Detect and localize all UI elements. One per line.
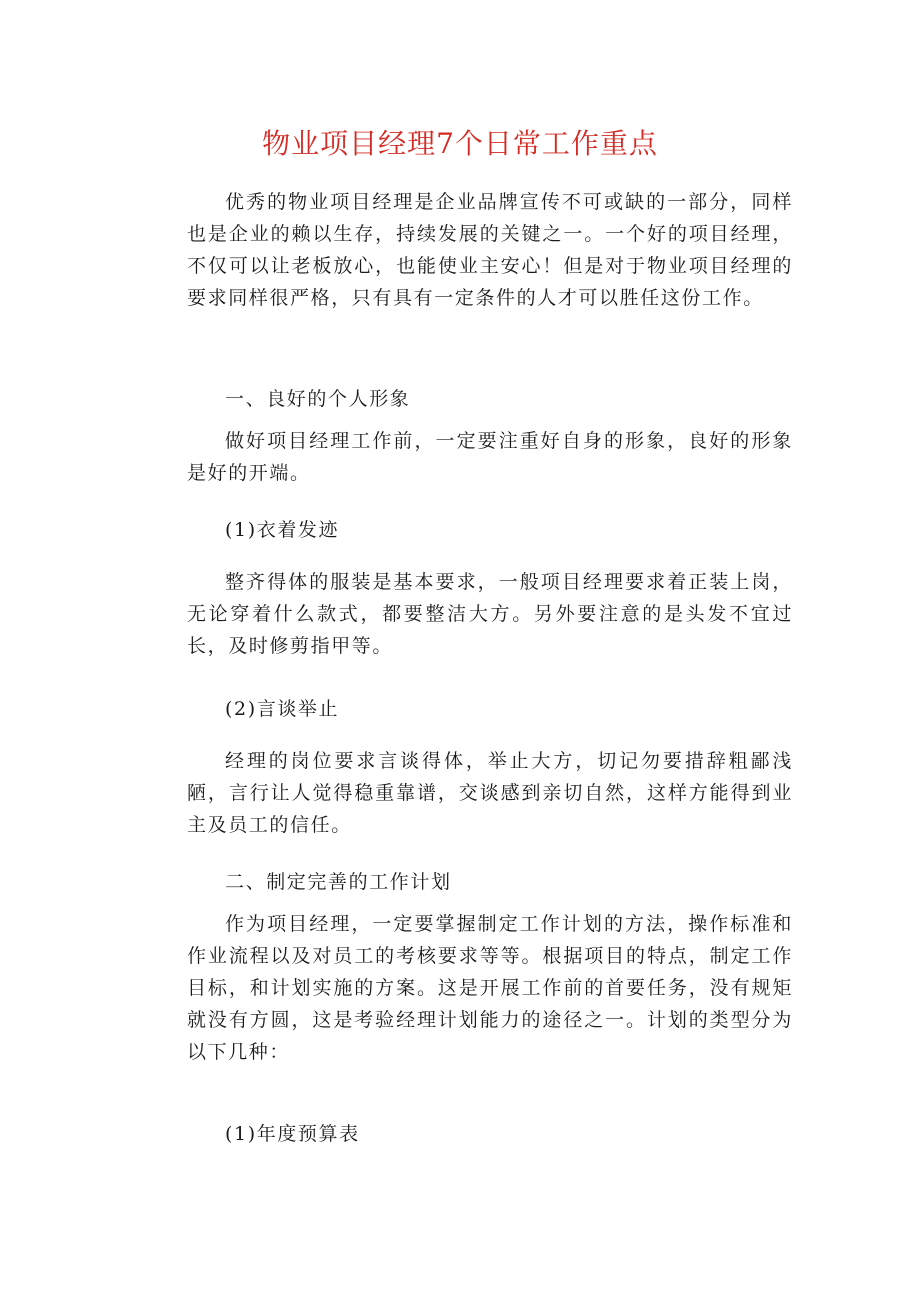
section-heading-1: 一、良好的个人形象 [225, 388, 411, 410]
section-heading-2: 二、制定完善的工作计划 [225, 871, 452, 893]
section-2-paragraph: 作为项目经理，一定要掌握制定工作计划的方法，操作标准和作业流程以及对员工的考核要求等等。根据项目的特点，制定工作目标，和计划实施的方案。这是开展工作前的首要任务，没有规矩就没有方圆，这是考验经理计划能力的途径之一。计划的类型分为以下几种： [187, 913, 793, 1063]
subheading-1-2-paragraph: 经理的岗位要求言谈得体，举止大方，切记勿要措辞粗鄙浅陋，言行让人觉得稳重靠谱，交谈感到亲切自然，这样方能得到业主及员工的信任。 [187, 750, 793, 836]
section-1-paragraph: 做好项目经理工作前，一定要注重好自身的形象，良好的形象是好的开端。 [187, 430, 793, 484]
subheading-1-1-paragraph: 整齐得体的服装是基本要求，一般项目经理要求着正装上岗，无论穿着什么款式，都要整洁大方。另外要注意的是头发不宜过长，及时修剪指甲等。 [187, 571, 793, 657]
intro-paragraph: 优秀的物业项目经理是企业品牌宣传不可或缺的一部分，同样也是企业的赖以生存，持续发展的关键之一。一个好的项目经理，不仅可以让老板放心，也能使业主安心！但是对于物业项目经理的要求同样很严格，只有具有一定条件的人才可以胜任这份工作。 [187, 191, 793, 309]
document-title: 物业项目经理7个日常工作重点 [262, 127, 658, 160]
subheading-2-1: (1)年度预算表 [225, 1123, 360, 1145]
subheading-1-1: (1)衣着发迹 [225, 519, 340, 541]
subheading-1-2: (2)言谈举止 [225, 698, 340, 720]
